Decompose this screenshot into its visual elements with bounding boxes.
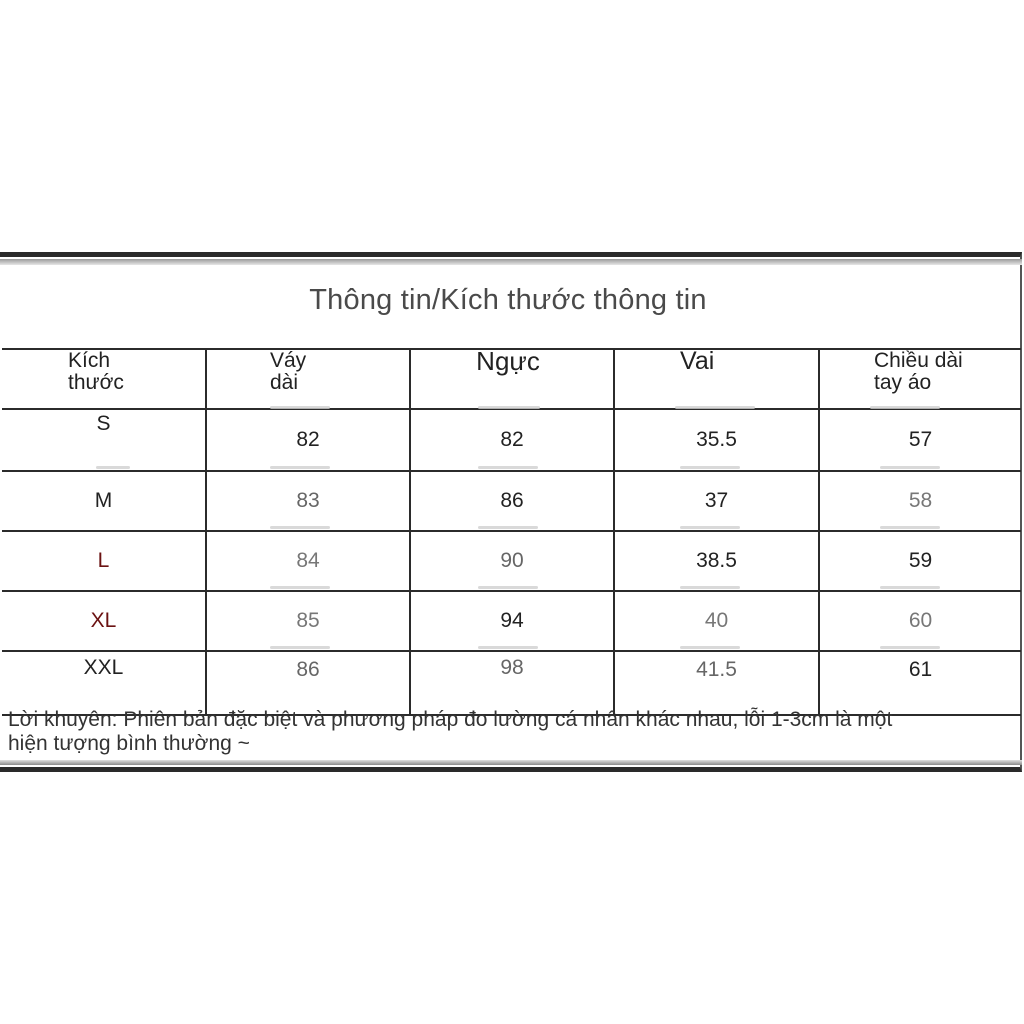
scan-smudge xyxy=(880,526,940,529)
size-cell: XL xyxy=(2,591,206,651)
shoulder-cell: 37 xyxy=(614,471,819,531)
sleeve-cell: 58 xyxy=(819,471,1021,531)
size-cell: S xyxy=(2,409,206,471)
bust-cell: 98 xyxy=(410,651,614,715)
dress-length-cell: 84 xyxy=(206,531,410,591)
scan-smudge xyxy=(270,586,330,589)
header-sleeve-line1: Chiều dài xyxy=(874,349,963,372)
scan-smudge xyxy=(680,526,740,529)
frame-bottom-shadow xyxy=(0,760,1022,765)
scan-smudge xyxy=(880,466,940,469)
frame-top-shadow xyxy=(0,259,1022,265)
page-title: Thông tin/Kích thước thông tin xyxy=(309,284,707,316)
table-row xyxy=(2,591,1021,651)
sleeve-cell: 61 xyxy=(819,651,1021,715)
scan-smudge xyxy=(270,406,330,409)
header-sleeve-length xyxy=(819,349,1021,409)
table-row xyxy=(2,651,1021,715)
scan-smudge xyxy=(478,466,538,469)
header-size-line2: thước xyxy=(68,371,124,394)
scan-smudge xyxy=(270,646,330,649)
scan-smudge xyxy=(270,466,330,469)
scan-smudge xyxy=(96,466,130,469)
scan-smudge xyxy=(880,646,940,649)
header-shoulder xyxy=(614,349,819,409)
scan-smudge xyxy=(270,526,330,529)
scan-smudge xyxy=(870,406,940,409)
advice-note-line1: Lời khuyên: Phiên bản đặc biệt và phương pháp đo lường cá nhân khác nhau, lỗi 1-3cm là một xyxy=(8,708,893,731)
scan-smudge xyxy=(680,646,740,649)
table-header-row xyxy=(2,349,1021,409)
bust-cell: 94 xyxy=(410,591,614,651)
table-row xyxy=(2,471,1021,531)
shoulder-cell: 35.5 xyxy=(614,409,819,471)
header-dress-length-line1: Váy xyxy=(270,349,307,372)
dress-length-cell: 83 xyxy=(206,471,410,531)
scan-smudge xyxy=(478,586,538,589)
size-cell: XXL xyxy=(2,651,206,715)
dress-length-cell: 86 xyxy=(206,651,410,715)
shoulder-cell: 41.5 xyxy=(614,651,819,715)
header-shoulder-label: Vai xyxy=(680,347,715,375)
header-sleeve-line2: tay áo xyxy=(874,371,932,394)
size-cell: M xyxy=(2,471,206,531)
sleeve-cell: 59 xyxy=(819,531,1021,591)
sleeve-cell: 57 xyxy=(819,409,1021,471)
table-row xyxy=(2,409,1021,471)
dress-length-cell: 85 xyxy=(206,591,410,651)
header-dress-length-line2: dài xyxy=(270,371,299,394)
bust-cell: 90 xyxy=(410,531,614,591)
shoulder-cell: 40 xyxy=(614,591,819,651)
sleeve-cell: 60 xyxy=(819,591,1021,651)
header-dress-length xyxy=(206,349,410,409)
header-size-line1: Kích xyxy=(68,349,111,372)
bust-cell: 86 xyxy=(410,471,614,531)
scan-smudge xyxy=(675,406,755,409)
header-size xyxy=(2,349,206,409)
scan-smudge xyxy=(478,406,540,409)
advice-note-line2: hiện tượng bình thường ~ xyxy=(8,732,250,755)
shoulder-cell: 38.5 xyxy=(614,531,819,591)
scan-smudge xyxy=(478,526,538,529)
header-bust-label: Ngực xyxy=(476,346,540,376)
dress-length-cell: 82 xyxy=(206,409,410,471)
table-row xyxy=(2,531,1021,591)
size-cell: L xyxy=(2,531,206,591)
scan-smudge xyxy=(680,586,740,589)
advice-note xyxy=(8,708,1013,756)
scan-smudge xyxy=(880,586,940,589)
bust-cell: 82 xyxy=(410,409,614,471)
scan-smudge xyxy=(680,466,740,469)
scan-smudge xyxy=(478,646,538,649)
header-bust xyxy=(410,346,614,409)
size-table xyxy=(2,348,1021,716)
